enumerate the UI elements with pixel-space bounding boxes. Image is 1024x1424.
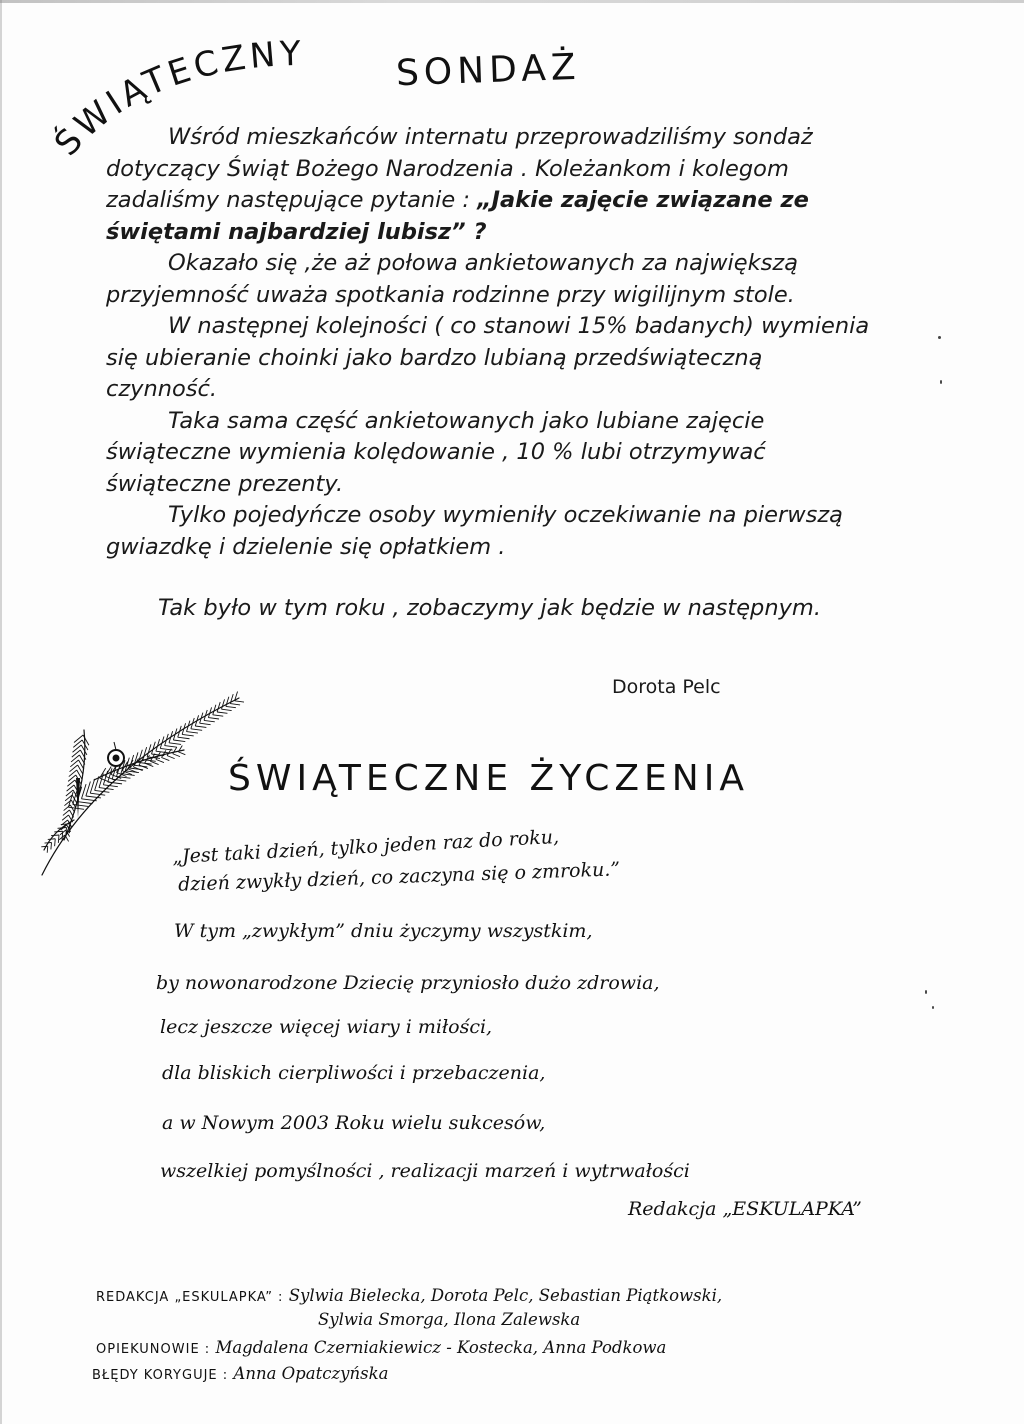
wish-line: „Jest taki dzień, tylko jeden raz do roku, xyxy=(171,825,560,869)
wishes-signature: Redakcja „ESKULAPKA” xyxy=(628,1198,862,1220)
article-p1-text: Wśród mieszkańców internatu przeprowadziliśmy sondaż dotyczący Świąt Bożego Narodzenia . Koleżankom i kolegom zadaliśmy następujące pytanie : xyxy=(106,124,813,213)
article-paragraph-5: Tylko pojedyńcze osoby wymieniły oczekiwanie na pierwszą gwiazdkę i dzielenie się opłatkiem . xyxy=(106,502,843,560)
scan-speck xyxy=(938,336,941,339)
credits-proof-row xyxy=(92,1364,388,1383)
article-body xyxy=(106,122,876,625)
scan-speck xyxy=(932,1006,934,1009)
credits-guardians-row xyxy=(96,1338,666,1357)
article-question: „Jakie zajęcie związane ze świętami najbardziej lubisz” ? xyxy=(106,187,809,245)
scan-edge-left xyxy=(0,0,2,1424)
wish-line: by nowonarodzone Dziecię przyniosło dużo zdrowia, xyxy=(156,972,660,994)
scan-speck xyxy=(940,380,942,384)
credits-editors-row-2: Sylwia Smorga, Ilona Zalewska xyxy=(318,1310,581,1329)
title-swiateczne-zyczenia: ŚWIĄTECZNE ŻYCZENIA xyxy=(228,758,749,799)
article-paragraph-1 xyxy=(106,122,876,248)
wish-line: wszelkiej pomyślności , realizacji marzeń i wytrwałości xyxy=(160,1160,690,1182)
wish-line: a w Nowym 2003 Roku wielu sukcesów, xyxy=(162,1112,546,1134)
article-paragraph-4: Taka sama część ankietowanych jako lubiane zajęcie świąteczne wymienia kolędowanie , 10 % lubi otrzymywać świąteczne prezenty. xyxy=(106,407,766,497)
credits-editors-names: Sylwia Bielecka, Dorota Pelc, Sebastian Piątkowski, xyxy=(288,1286,723,1305)
bauble-icon xyxy=(108,742,124,766)
scan-speck xyxy=(925,990,927,994)
credits-proof-name: Anna Opatczyńska xyxy=(233,1364,389,1383)
icicle-ornament-icon xyxy=(76,778,80,818)
title-sondaz: SONDAŻ xyxy=(395,46,582,95)
wish-line: lecz jeszcze więcej wiary i miłości, xyxy=(160,1016,493,1038)
credits-proof-label: BŁĘDY KORYGUJE : xyxy=(92,1368,229,1383)
article-paragraph-2: Okazało się ,że aż połowa ankietowanych za największą przyjemność uważa spotkania rodzinne przy wigilijnym stole. xyxy=(106,250,798,308)
wish-line: dla bliskich cierpliwości i przebaczenia, xyxy=(162,1062,546,1084)
article-author: Dorota Pelc xyxy=(612,676,721,698)
credits-editors-label: REDAKCJA „ESKULAPKA” : xyxy=(96,1290,284,1305)
wish-line: W tym „zwykłym” dniu życzymy wszystkim, xyxy=(174,920,593,942)
wish-line: dzień zwykły dzień, co zaczyna się o zmroku.” xyxy=(177,858,621,896)
scan-edge-top xyxy=(0,0,1024,3)
title-main-text: ŚWIĄTECZNY xyxy=(46,33,306,164)
credits-guardians-label: OPIEKUNOWIE : xyxy=(96,1342,211,1357)
article-closing: Tak było w tym roku , zobaczymy jak będzie w następnym. xyxy=(158,595,821,621)
credits-guardians-names: Magdalena Czerniakiewicz - Kostecka, Anna Podkowa xyxy=(215,1338,667,1357)
article-paragraph-3: W następnej kolejności ( co stanowi 15% badanych) wymienia się ubieranie choinki jako bardzo lubianą przedświąteczną czynność. xyxy=(106,313,870,402)
credits-editors-row xyxy=(96,1286,722,1305)
